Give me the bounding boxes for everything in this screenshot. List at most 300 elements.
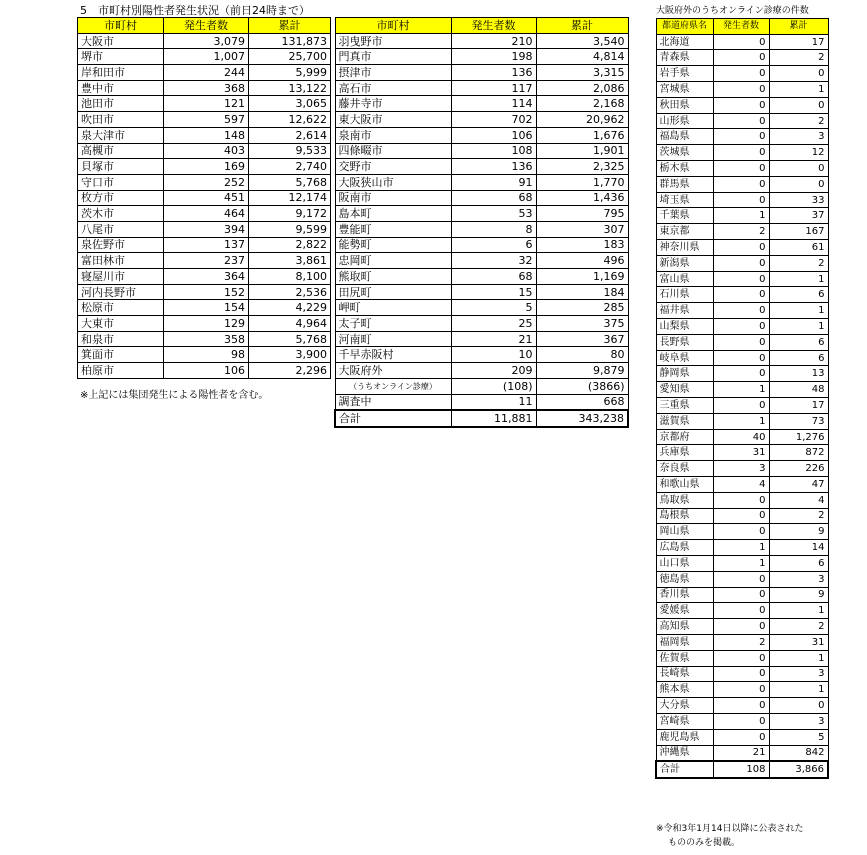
left-table: [77, 17, 331, 379]
right-table: [655, 18, 829, 779]
row-new-cases: 0: [713, 350, 769, 366]
row-cumulative: 3: [769, 571, 828, 587]
row-label: 山梨県: [656, 319, 713, 335]
row-label: 泉大津市: [78, 127, 164, 143]
total-cumulative: 343,238: [536, 410, 628, 427]
row-cumulative: 2,296: [249, 363, 331, 379]
row-label: 東京都: [656, 224, 713, 240]
row-cumulative: 5,768: [249, 331, 331, 347]
row-label: 福島県: [656, 129, 713, 145]
right-total-cumulative: 3,866: [769, 761, 828, 778]
row-new-cases: 0: [713, 603, 769, 619]
row-label: 岩手県: [656, 66, 713, 82]
left-note: ※上記には集団発生による陽性者を含む。: [80, 390, 269, 401]
row-label: 貝塚市: [78, 159, 164, 175]
table-row: [656, 429, 828, 445]
table-row: [656, 366, 828, 382]
row-new-cases: 5: [451, 300, 536, 316]
row-new-cases: 2: [713, 634, 769, 650]
table-row: [335, 221, 628, 237]
table-row: [78, 300, 331, 316]
row-new-cases: 0: [713, 303, 769, 319]
table-row: [656, 50, 828, 66]
table-row: [656, 650, 828, 666]
table-row: [335, 206, 628, 222]
row-new-cases: 53: [451, 206, 536, 222]
row-new-cases: 15: [451, 284, 536, 300]
row-new-cases: 154: [164, 300, 249, 316]
row-cumulative: 0: [769, 66, 828, 82]
row-cumulative: 17: [769, 398, 828, 414]
table-row: [656, 255, 828, 271]
row-cumulative: 1: [769, 82, 828, 98]
column-header-new-cases: 発生者数: [451, 18, 536, 34]
table-row: [656, 682, 828, 698]
investigating-cumulative: 668: [536, 394, 628, 410]
row-label: 河南町: [335, 331, 451, 347]
row-cumulative: 13,122: [249, 80, 331, 96]
row-new-cases: 210: [451, 33, 536, 49]
row-new-cases: 0: [713, 492, 769, 508]
row-label: 北海道: [656, 34, 713, 50]
table-row: [78, 363, 331, 379]
row-new-cases: 0: [713, 97, 769, 113]
row-label: 愛知県: [656, 382, 713, 398]
row-label: 藤井寺市: [335, 96, 451, 112]
row-new-cases: 0: [713, 192, 769, 208]
row-label: 千早赤阪村: [335, 347, 451, 363]
row-cumulative: 2: [769, 113, 828, 129]
table-row: [78, 143, 331, 159]
row-label: 田尻町: [335, 284, 451, 300]
table-row: [78, 331, 331, 347]
table-row: [656, 729, 828, 745]
table-row: [78, 49, 331, 65]
row-new-cases: 148: [164, 127, 249, 143]
row-label: 大阪狭山市: [335, 174, 451, 190]
row-new-cases: 0: [713, 50, 769, 66]
row-cumulative: 2,325: [536, 159, 628, 175]
row-new-cases: 114: [451, 96, 536, 112]
row-new-cases: 129: [164, 316, 249, 332]
row-label: 宮崎県: [656, 713, 713, 729]
row-label: 枚方市: [78, 190, 164, 206]
row-label: 宮城県: [656, 82, 713, 98]
row-label: 忠岡町: [335, 253, 451, 269]
row-cumulative: 3,065: [249, 96, 331, 112]
row-cumulative: 9,879: [536, 363, 628, 379]
table-row: [335, 347, 628, 363]
right-note: [656, 822, 803, 850]
row-cumulative: 33: [769, 192, 828, 208]
row-label: 長野県: [656, 334, 713, 350]
row-new-cases: 21: [713, 745, 769, 761]
table-row: [78, 159, 331, 175]
row-cumulative: 1,169: [536, 269, 628, 285]
row-label: 群馬県: [656, 176, 713, 192]
row-cumulative: 5,768: [249, 174, 331, 190]
row-new-cases: 0: [713, 587, 769, 603]
row-label: 鳥取県: [656, 492, 713, 508]
column-header-cumulative: 累計: [249, 18, 331, 34]
online-new-cases: (108): [451, 378, 536, 394]
row-label: 京都府: [656, 429, 713, 445]
row-cumulative: 2: [769, 508, 828, 524]
row-new-cases: 0: [713, 619, 769, 635]
row-new-cases: 0: [713, 508, 769, 524]
row-new-cases: 0: [713, 287, 769, 303]
column-header-municipality: 市町村: [335, 18, 451, 34]
row-new-cases: 0: [713, 398, 769, 414]
table-row: [335, 316, 628, 332]
table-row: [656, 350, 828, 366]
row-cumulative: 6: [769, 287, 828, 303]
row-new-cases: 25: [451, 316, 536, 332]
row-label: 交野市: [335, 159, 451, 175]
row-cumulative: 6: [769, 334, 828, 350]
table-row: [335, 190, 628, 206]
row-new-cases: 0: [713, 666, 769, 682]
row-label: 広島県: [656, 540, 713, 556]
row-cumulative: 12: [769, 145, 828, 161]
table-row: [335, 96, 628, 112]
row-label: 神奈川県: [656, 240, 713, 256]
table-row: [656, 34, 828, 50]
row-cumulative: 14: [769, 540, 828, 556]
row-label: 愛媛県: [656, 603, 713, 619]
row-cumulative: 183: [536, 237, 628, 253]
row-cumulative: 13: [769, 366, 828, 382]
row-cumulative: 3,315: [536, 65, 628, 81]
section-title: 5 市町村別陽性者発生状況（前日24時まで）: [80, 4, 310, 17]
column-header-cumulative: 累計: [536, 18, 628, 34]
row-cumulative: 48: [769, 382, 828, 398]
row-cumulative: 3: [769, 129, 828, 145]
row-label: 箕面市: [78, 347, 164, 363]
row-cumulative: 2,168: [536, 96, 628, 112]
row-label: 長崎県: [656, 666, 713, 682]
row-label: 青森県: [656, 50, 713, 66]
table-row: [78, 112, 331, 128]
row-label: 寝屋川市: [78, 269, 164, 285]
table-row: [656, 713, 828, 729]
row-cumulative: 1: [769, 319, 828, 335]
row-cumulative: 0: [769, 176, 828, 192]
row-cumulative: 496: [536, 253, 628, 269]
table-row: [656, 634, 828, 650]
table-row: [656, 287, 828, 303]
row-label: 四條畷市: [335, 143, 451, 159]
row-new-cases: 3,079: [164, 33, 249, 49]
row-label: 泉南市: [335, 127, 451, 143]
row-cumulative: 20,962: [536, 112, 628, 128]
row-new-cases: 152: [164, 284, 249, 300]
row-cumulative: 4,229: [249, 300, 331, 316]
row-cumulative: 80: [536, 347, 628, 363]
row-label: 島根県: [656, 508, 713, 524]
row-cumulative: 3,861: [249, 253, 331, 269]
row-label: 三重県: [656, 398, 713, 414]
row-cumulative: 4: [769, 492, 828, 508]
table-row: [656, 145, 828, 161]
table-row: [656, 524, 828, 540]
column-header-new-cases: 発生者数: [164, 18, 249, 34]
table-row: [335, 253, 628, 269]
table-row: [78, 316, 331, 332]
row-cumulative: 3: [769, 666, 828, 682]
table-row: [656, 461, 828, 477]
table-row: [656, 619, 828, 635]
row-new-cases: 0: [713, 366, 769, 382]
row-label: 阪南市: [335, 190, 451, 206]
table-row: [78, 190, 331, 206]
column-header-prefecture: 都道府県名: [656, 19, 713, 35]
row-label: 千葉県: [656, 208, 713, 224]
row-cumulative: 1,770: [536, 174, 628, 190]
row-label: 吹田市: [78, 112, 164, 128]
column-header-municipality: 市町村: [78, 18, 164, 34]
row-new-cases: 108: [451, 143, 536, 159]
table-row: [656, 492, 828, 508]
row-label: 高槻市: [78, 143, 164, 159]
row-new-cases: 0: [713, 713, 769, 729]
row-label: 池田市: [78, 96, 164, 112]
row-label: 山口県: [656, 555, 713, 571]
row-new-cases: 0: [713, 650, 769, 666]
row-new-cases: 0: [713, 524, 769, 540]
row-cumulative: 1,436: [536, 190, 628, 206]
row-cumulative: 17: [769, 34, 828, 50]
row-new-cases: 702: [451, 112, 536, 128]
row-new-cases: 451: [164, 190, 249, 206]
row-label: 滋賀県: [656, 413, 713, 429]
row-new-cases: 597: [164, 112, 249, 128]
row-cumulative: 3,900: [249, 347, 331, 363]
row-cumulative: 872: [769, 445, 828, 461]
row-label: 富田林市: [78, 253, 164, 269]
row-new-cases: 0: [713, 334, 769, 350]
table-row: [335, 143, 628, 159]
table-row: [656, 82, 828, 98]
row-new-cases: 0: [713, 129, 769, 145]
right-total-row: [656, 761, 828, 778]
table-row: [656, 161, 828, 177]
table-row: [335, 159, 628, 175]
row-cumulative: 167: [769, 224, 828, 240]
row-new-cases: 6: [451, 237, 536, 253]
row-cumulative: 1,276: [769, 429, 828, 445]
right-note-line2: もののみを掲載。: [668, 838, 741, 848]
row-new-cases: 0: [713, 145, 769, 161]
row-new-cases: 10: [451, 347, 536, 363]
row-label: 柏原市: [78, 363, 164, 379]
row-new-cases: 2: [713, 224, 769, 240]
table-row: [656, 587, 828, 603]
table-row: [78, 269, 331, 285]
row-cumulative: 0: [769, 161, 828, 177]
row-label: 兵庫県: [656, 445, 713, 461]
middle-table: [334, 17, 629, 428]
total-label: 合計: [335, 410, 451, 427]
right-note-line1: ※令和3年1月14日以降に公表された: [656, 824, 804, 834]
row-label: 茨城県: [656, 145, 713, 161]
table-row: [335, 127, 628, 143]
row-label: 岸和田市: [78, 65, 164, 81]
row-cumulative: 1: [769, 271, 828, 287]
row-new-cases: 91: [451, 174, 536, 190]
row-cumulative: 6: [769, 555, 828, 571]
row-cumulative: 2,822: [249, 237, 331, 253]
online-cumulative: (3866): [536, 378, 628, 394]
row-cumulative: 1: [769, 603, 828, 619]
row-cumulative: 2: [769, 50, 828, 66]
row-cumulative: 3: [769, 713, 828, 729]
row-new-cases: 169: [164, 159, 249, 175]
row-new-cases: 0: [713, 240, 769, 256]
row-cumulative: 9,533: [249, 143, 331, 159]
row-label: 埼玉県: [656, 192, 713, 208]
row-label: 鹿児島県: [656, 729, 713, 745]
row-new-cases: 121: [164, 96, 249, 112]
row-label: 秋田県: [656, 97, 713, 113]
row-cumulative: 9,172: [249, 206, 331, 222]
online-row: [335, 378, 628, 394]
row-new-cases: 0: [713, 113, 769, 129]
row-label: 新潟県: [656, 255, 713, 271]
right-total-label: 合計: [656, 761, 713, 778]
table-row: [335, 331, 628, 347]
table-row: [656, 571, 828, 587]
table-row: [335, 269, 628, 285]
row-cumulative: 37: [769, 208, 828, 224]
row-new-cases: 137: [164, 237, 249, 253]
right-table-header: [656, 19, 828, 35]
row-new-cases: 0: [713, 82, 769, 98]
table-row: [656, 413, 828, 429]
row-label: 守口市: [78, 174, 164, 190]
row-label: 山形県: [656, 113, 713, 129]
row-cumulative: 184: [536, 284, 628, 300]
row-label: 摂津市: [335, 65, 451, 81]
row-label: 沖縄県: [656, 745, 713, 761]
table-row: [78, 174, 331, 190]
table-row: [78, 221, 331, 237]
row-cumulative: 12,174: [249, 190, 331, 206]
row-label: 高知県: [656, 619, 713, 635]
table-row: [78, 33, 331, 49]
table-row: [78, 80, 331, 96]
row-label: 大阪市: [78, 33, 164, 49]
row-cumulative: 1,901: [536, 143, 628, 159]
row-new-cases: 4: [713, 477, 769, 493]
table-row: [656, 303, 828, 319]
row-label: 岐阜県: [656, 350, 713, 366]
row-new-cases: 358: [164, 331, 249, 347]
row-new-cases: 198: [451, 49, 536, 65]
row-label: 豊中市: [78, 80, 164, 96]
middle-table-header: [335, 18, 628, 34]
row-cumulative: 4,964: [249, 316, 331, 332]
row-label: 熊取町: [335, 269, 451, 285]
table-row: [656, 555, 828, 571]
row-label: 豊能町: [335, 221, 451, 237]
row-new-cases: 117: [451, 80, 536, 96]
row-label: 八尾市: [78, 221, 164, 237]
row-new-cases: 0: [713, 34, 769, 50]
table-row: [335, 284, 628, 300]
total-new-cases: 11,881: [451, 410, 536, 427]
table-row: [656, 271, 828, 287]
row-cumulative: 226: [769, 461, 828, 477]
row-label: 東大阪市: [335, 112, 451, 128]
row-label: 泉佐野市: [78, 237, 164, 253]
row-new-cases: 0: [713, 176, 769, 192]
table-row: [335, 300, 628, 316]
row-label: 能勢町: [335, 237, 451, 253]
row-new-cases: 0: [713, 698, 769, 714]
total-row: [335, 410, 628, 427]
row-cumulative: 1: [769, 682, 828, 698]
row-cumulative: 6: [769, 350, 828, 366]
row-new-cases: 31: [713, 445, 769, 461]
row-label: 福井県: [656, 303, 713, 319]
table-row: [656, 224, 828, 240]
row-cumulative: 31: [769, 634, 828, 650]
row-label: 大阪府外: [335, 363, 451, 379]
table-row: [656, 398, 828, 414]
row-new-cases: 209: [451, 363, 536, 379]
table-row: [656, 113, 828, 129]
investigating-label: 調査中: [335, 394, 451, 410]
table-row: [78, 127, 331, 143]
table-row: [656, 540, 828, 556]
row-cumulative: 1: [769, 303, 828, 319]
row-cumulative: 5,999: [249, 65, 331, 81]
table-row: [335, 49, 628, 65]
row-cumulative: 2,536: [249, 284, 331, 300]
row-new-cases: 32: [451, 253, 536, 269]
row-label: 羽曳野市: [335, 33, 451, 49]
online-label: （うちオンライン診療）: [335, 378, 451, 394]
row-label: 茨木市: [78, 206, 164, 222]
row-new-cases: 106: [451, 127, 536, 143]
table-row: [335, 33, 628, 49]
row-new-cases: 21: [451, 331, 536, 347]
table-row: [78, 347, 331, 363]
table-row: [78, 65, 331, 81]
row-new-cases: 68: [451, 190, 536, 206]
left-table-header: [78, 18, 331, 34]
row-cumulative: 0: [769, 97, 828, 113]
table-row: [656, 382, 828, 398]
row-cumulative: 1: [769, 650, 828, 666]
row-new-cases: 0: [713, 255, 769, 271]
table-row: [656, 745, 828, 761]
row-new-cases: 368: [164, 80, 249, 96]
row-new-cases: 1: [713, 413, 769, 429]
table-row: [78, 237, 331, 253]
row-label: 和泉市: [78, 331, 164, 347]
table-row: [656, 176, 828, 192]
row-cumulative: 47: [769, 477, 828, 493]
row-cumulative: 307: [536, 221, 628, 237]
row-new-cases: 106: [164, 363, 249, 379]
row-label: 大東市: [78, 316, 164, 332]
row-label: 河内長野市: [78, 284, 164, 300]
row-cumulative: 2,740: [249, 159, 331, 175]
row-cumulative: 9,599: [249, 221, 331, 237]
table-row: [656, 603, 828, 619]
